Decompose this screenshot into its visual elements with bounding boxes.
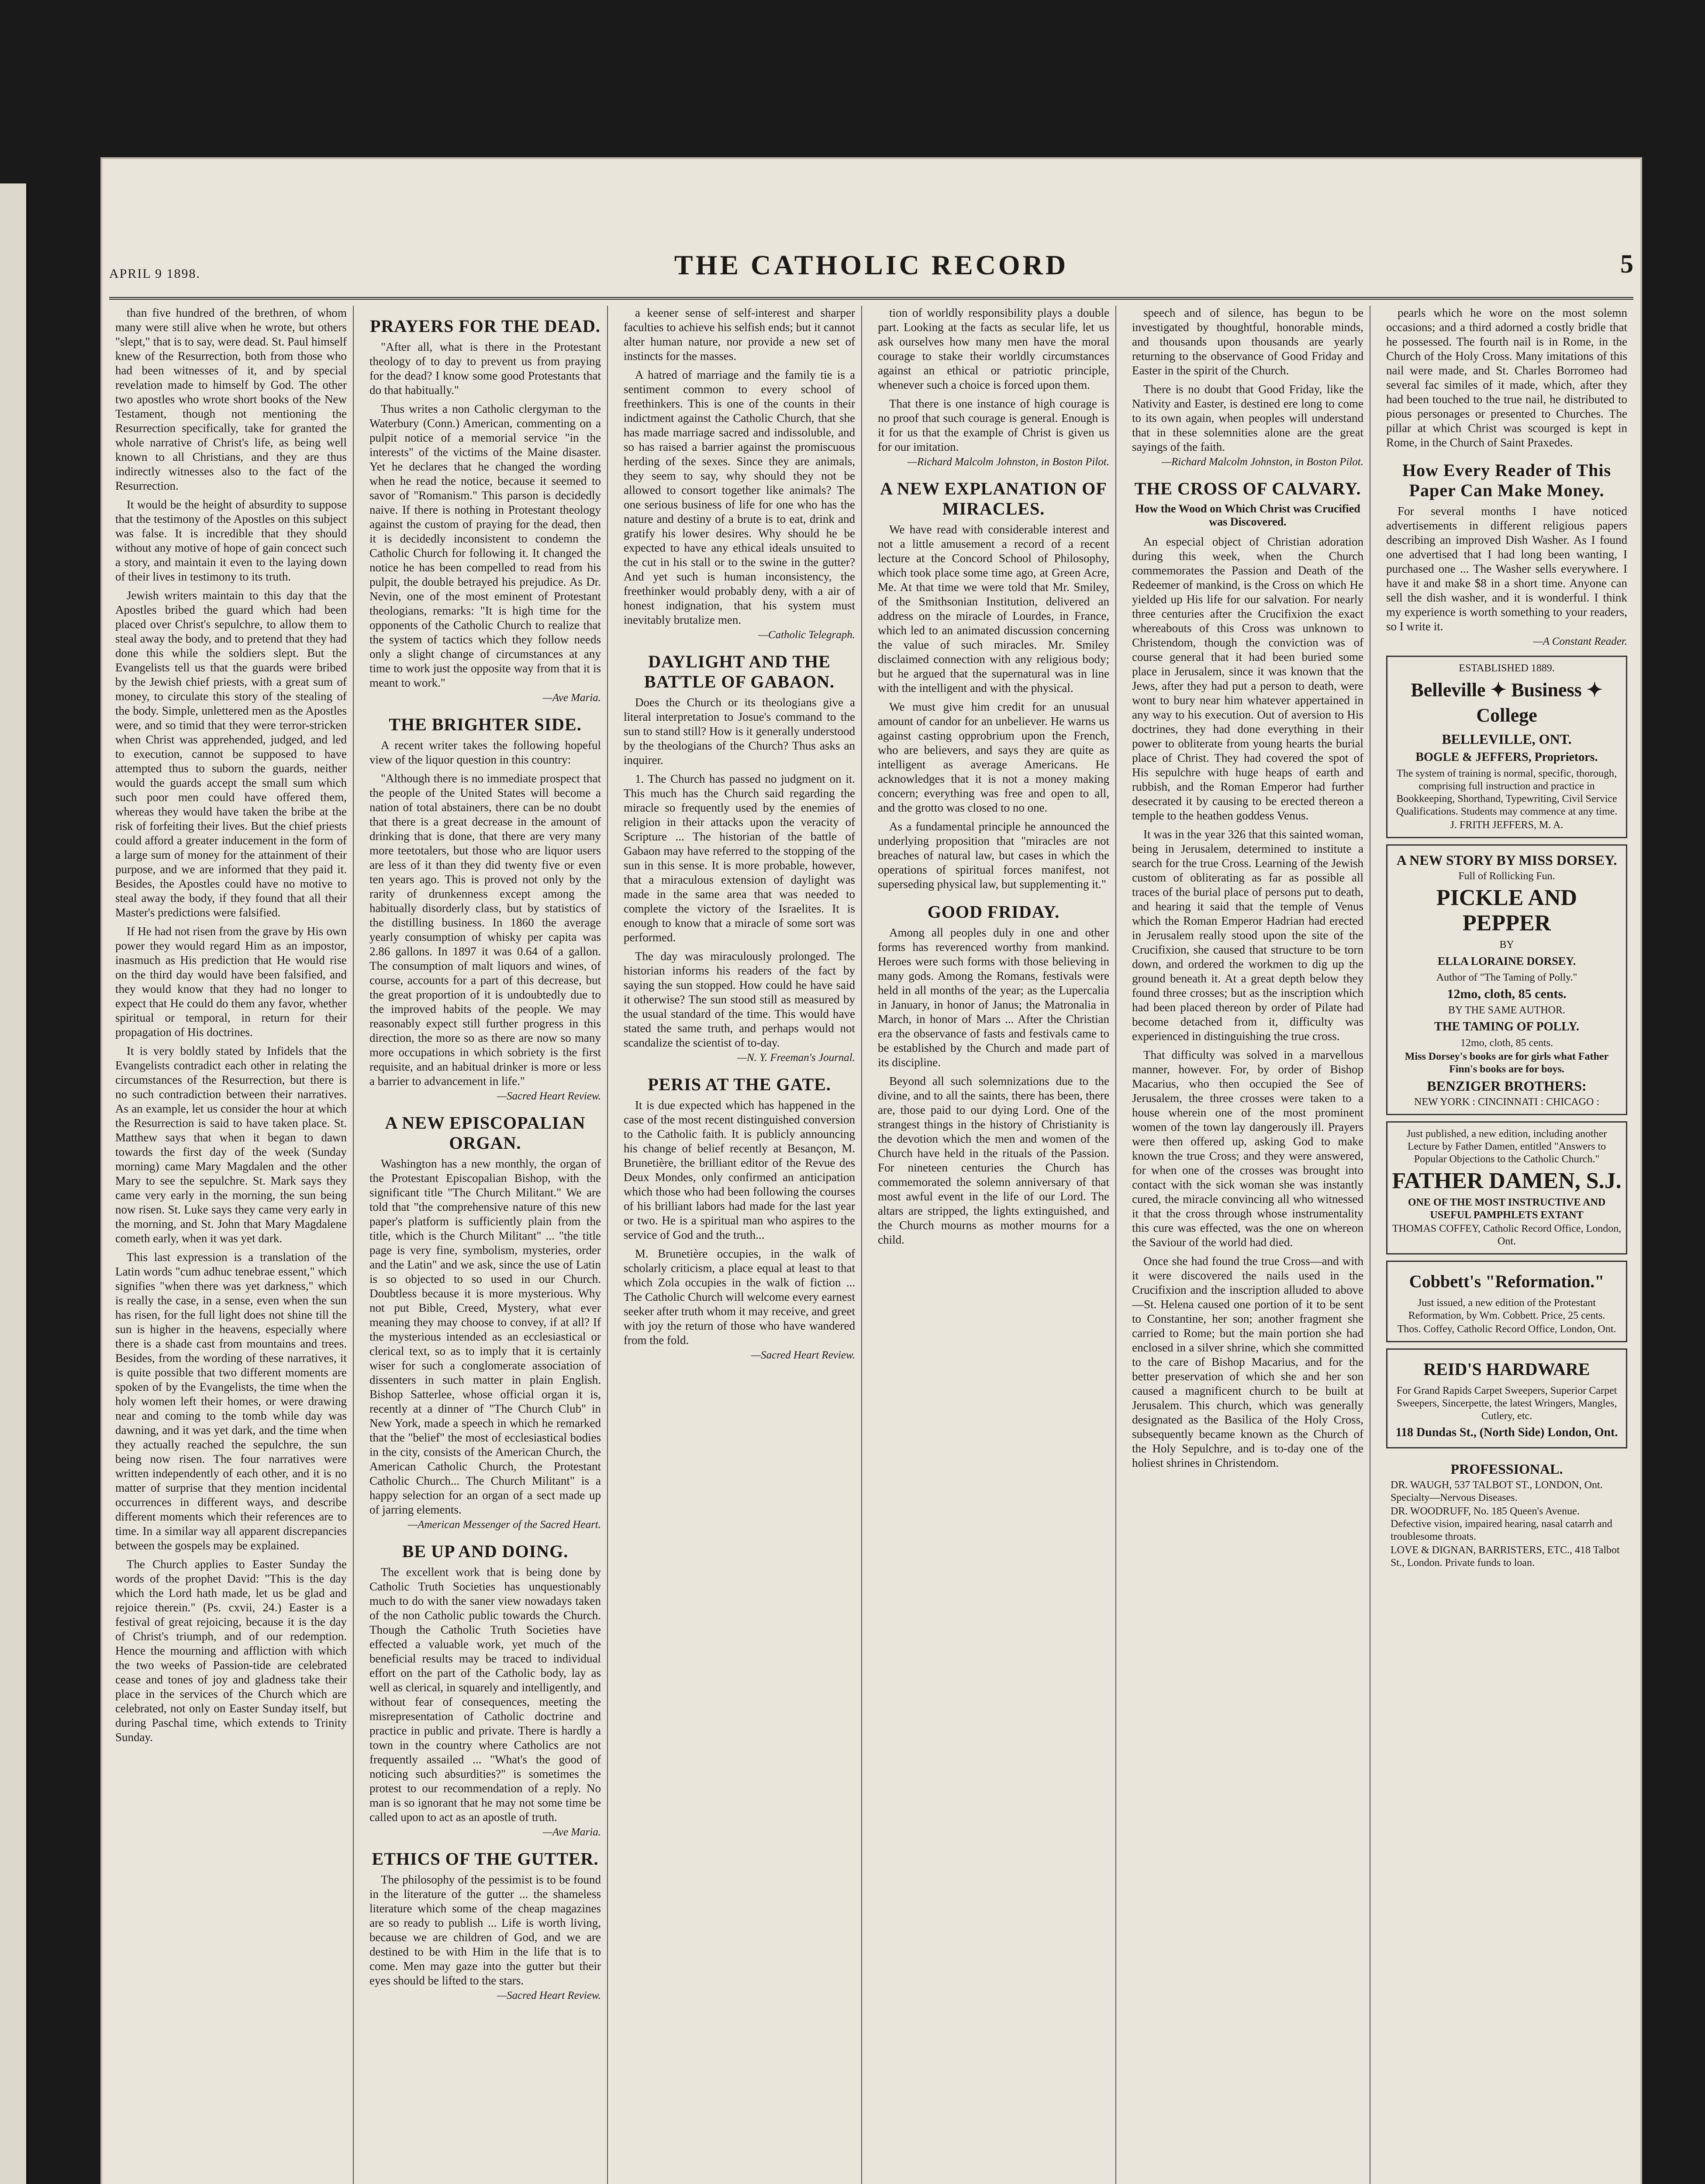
source-credit: —Richard Malcolm Johnston, in Boston Pilot. — [1161, 456, 1363, 468]
newspaper-title: THE CATHOLIC RECORD — [674, 249, 1069, 280]
ad-text: NEW YORK : CINCINNATI : CHICAGO : — [1414, 1096, 1599, 1108]
ad-text: Full of Rollicking Fun. — [1458, 871, 1555, 882]
adjacent-page-edge — [0, 183, 29, 2184]
ad-text: ONE OF THE MOST INSTRUCTIVE AND USEFUL PAMPHLETS EXTANT — [1408, 1197, 1606, 1221]
ad-title: PROFESSIONAL. — [1450, 1461, 1563, 1477]
source-credit: —Sacred Heart Review. — [497, 1990, 601, 2001]
ad-title: Cobbett's "Reformation." — [1409, 1272, 1605, 1291]
article-heading: GOOD FRIDAY. — [927, 902, 1060, 922]
paragraph: We must give him credit for an unusual amount of candor for an unbeliever. He warns us against casting opprobrium upon the French, who are believers, and says they are quite as intelligent as average Americans. He acknowledges that it is not a money making concern; everything was free and open to all, and the grotto was closed to no one. — [878, 700, 1109, 814]
ad-text: 12mo, cloth, 85 cents. — [1447, 987, 1567, 1001]
ad-text: THE TAMING OF POLLY. — [1434, 1020, 1579, 1033]
business-college-ad — [1386, 656, 1627, 838]
newspaper-page — [100, 157, 1642, 2184]
paragraph: than five hundred of the brethren, of whom many were still alive when he wrote, but others "slept," that is to say, were dead. St. Paul himself knew of the Resurrection, both from those who had been witnesses of it, and by special revelation made to himself by God. The other two apostles who wrote short books of the New Testament, though not mentioning the Resurrection specifically, take for granted the whole narrative of Christ's life, as being well known to all Christians, and they are thus indirectly witnesses also to the fact of the Resurrection. — [115, 306, 347, 492]
paragraph: Does the Church or its theologians give a literal interpretation to Josue's command to the sun to stand still? How is it generally understood by the theologians of the Church? Thus asks an inquirer. — [624, 696, 855, 767]
ad-title: Belleville ✦ Business ✦ College — [1411, 679, 1603, 726]
paragraph: It is very boldly stated by Infidels that the Evangelists contradict each other in relating the circumstances of the Resurrection, but there is no such contradiction between their narratives. As an example, let us consider the hour at which the Resurrection is said to have taken place. St. Matthew says that when it began to dawn towards the first day of the week (Sunday morning) came Mary Magdalen and the other Mary to see the sepulchre. St. Mark says they came very early in the morning, the sun being now risen. St. Luke says they came very early in the morning, and St. John that Mary Magdalene cometh early, when it was yet dark. — [115, 1044, 347, 1245]
source-credit: —Ave Maria. — [542, 692, 601, 704]
source-credit: —American Messenger of the Sacred Heart. — [407, 1519, 601, 1531]
column-1 — [109, 306, 354, 2184]
paragraph: "After all, what is there in the Protestant theology of to day to prevent us from praying for the dead? I know some good Protestants that do that habitually." — [369, 340, 601, 397]
paragraph: Beyond all such solemnizations due to the divine, and to all the saints, there has been, there are, those paid to our dying Lord. One of the strangest things in the history of Christianity is the devotion which the men and women of the Church have held in the rituals of the Passion. For nineteen centuries the Church has commemorated the solemn anniversary of that most awful event in the life of our Lord. The altars are stripped, the lights extinguished, and the Church mourns as mother mourns for a child. — [878, 1075, 1109, 1246]
paragraph: That difficulty was solved in a marvellous manner, however. For, by order of Bishop Macarius, who then occupied the See of Jerusalem, the three crosses were taken to a house wherein one of the most prominent women of the town lay dangerously ill. Prayers were then offered up, asking God to make known the true Cross; and they were answered, for when one of the crosses was brought into contact with the sick woman she was instantly cured, the miracle convincing all who witnessed it that the cross through whose instrumentality this cure was effected, was the one on whereon the Saviour of the world had died. — [1132, 1048, 1363, 1249]
cobbett-ad — [1386, 1261, 1627, 1342]
paragraph: 1. The Church has passed no judgment on it. This much has the Church said regarding the miracle so frequently used by the enemies of religion in their attacks upon the veracity of Scripture ... The historian of the battle of Gabaon may have referred to the stopping of the sun in this sense. It is more probable, however, that a miraculous extension of daylight was made in the same area that was needed to complete the victory of the Israelites. It is enough to know that a miracle of some sort was performed. — [624, 772, 855, 944]
ad-title: PICKLE AND PEPPER — [1436, 885, 1577, 936]
ad-text: THOMAS COFFEY, Catholic Record Office, London, Ont. — [1392, 1223, 1622, 1247]
ad-title: FATHER DAMEN, S.J. — [1392, 1168, 1622, 1193]
ad-text: A NEW STORY BY MISS DORSEY. — [1396, 852, 1617, 868]
ad-text: J. FRITH JEFFERS, M. A. — [1450, 819, 1563, 831]
paragraph: tion of worldly responsibility plays a double part. Looking at the facts as secular life, let us ask ourselves how many men have the moral courage to stake their worldly circumstances against an ethical or patriotic principle, whenever such a choice is forced upon them. — [878, 306, 1109, 391]
paragraph: We have read with considerable interest and not a little amusement a record of a recent lecture at the Concord School of Philosophy, which took place some time ago, at Green Acre, Me. At that time we were told that Mr. Smiley, of the Smithsonian Institution, delivered an address on the miracle of Lourdes, in France, which led to an animated discussion concerning the value of such miracles. Mr. Smiley disclaimed connection with any religious body; but he argued that the supernatural was in line with the intelligent and with the physical. — [878, 523, 1109, 695]
paragraph: A hatred of marriage and the family tie is a sentiment common to every school of freethinkers. This is one of the counts in their indictment against the Catholic Church, that she has made marriage sacred and indissoluble, and so has raised a barrier against the promiscuous herding of the sexes. Since they are animals, they seem to say, why should they not be allowed to consort together like animals? The one serious business of life for one who has the nature and destiny of a brute is to eat, drink and gratify his lower desires. Why should he be expected to have any ethical ideals unsuited to the cut in his stall or to the swine in the gutter? And yet such is human inconsistency, the freethinker would probably deny, with a air of honest indignation, that his system must inevitably brutalize men. — [624, 368, 855, 626]
ad-text: BY — [1499, 939, 1514, 950]
ad-text: For Grand Rapids Carpet Sweepers, Superior Carpet Sweepers, Sincerpette, the latest Wringers, Mangles, Cutlery, etc. — [1396, 1385, 1617, 1422]
ad-text: BOGLE & JEFFERS, Proprietors. — [1415, 750, 1598, 764]
source-credit: —Sacred Heart Review. — [751, 1349, 855, 1361]
article-heading: BE UP AND DOING. — [402, 1541, 569, 1561]
column-4 — [872, 306, 1116, 2184]
paragraph: That there is one instance of high courage is no proof that such courage is general. Enough is it for us that the example of Christ is given us for our imitation. — [878, 397, 1109, 453]
article-heading: A NEW EXPLANATION OF MIRACLES. — [880, 479, 1107, 518]
ad-text: The system of training is normal, specific, thorough, comprising full instruction and practice in Bookkeeping, Shorthand, Typewriting, Civil Service Qualifications. Students may commence at any time. — [1396, 768, 1618, 817]
ad-text: 118 Dundas St., (North Side) London, Ont. — [1395, 1426, 1618, 1439]
article-heading: How Every Reader of This Paper Can Make Money. — [1402, 460, 1612, 500]
column-3 — [618, 306, 862, 2184]
ad-text: BELLEVILLE, ONT. — [1442, 731, 1572, 747]
paragraph: The excellent work that is being done by Catholic Truth Societies has unquestionably much to do with the saner view nowadays taken of the non Catholic public towards the Church. Though the Catholic Truth Societies have effected a valuable work, yet much of the beneficial results may be traced to individual effort on the part of the Catholic body, lay as well as clerical, in squarely and intelligently, and without fear of consequences, meeting the misrepresentation of Catholic doctrine and practice in public and private. There is hardly a town in the country where Catholics are not frequently assailed ... "What's the good of noticing such absurdities?" is sometimes the protest to our recommendation of a reply. No man is so ignorant that he may not some time be called upon to act as an apostle of truth. — [369, 1565, 601, 1824]
paragraph: speech and of silence, has begun to be investigated by thoughtful, honorable minds, and thousands upon thousands are yearly returning to the observance of Good Friday and Easter in the spirit of the Church. — [1132, 306, 1363, 377]
ad-text: DR. WAUGH, 537 TALBOT ST., LONDON, Ont. Specialty—Nervous Diseases. — [1391, 1479, 1603, 1503]
ad-text: ELLA LORAINE DORSEY. — [1437, 955, 1576, 968]
paragraph: "Although there is no immediate prospect that the people of the United States will become a nation of total abstainers, there can be no doubt that there is a great decrease in the amount of drinking that is done, that there are very many more teetotalers, but those who are liquor users are less of it than they did twenty five or even ten years ago. This is proved not only by the rarity of drunkenness except among the habitually disorderly class, but by statistics of the distilling business. In 1860 the average yearly consumption of whisky per capita was 2.86 gallons. In 1897 it was 0.64 of a gallon. The consumption of malt liquors and wines, of course, accounts for a part of this decrease, but the great proportion of it is undoubtedly due to the improved habits of the people. We may reasonably expect still further progress in this direction, the more so as there are now so many more occupations in which sobriety is the first requisite, and an habitual drinker is more or less a barrier to advancement in life." — [369, 772, 601, 1088]
ad-text: Author of "The Taming of Polly." — [1436, 972, 1577, 983]
ad-title: REID'S HARDWARE — [1423, 1359, 1590, 1379]
ad-text: ESTABLISHED 1889. — [1459, 663, 1555, 674]
paragraph: It would be the height of absurdity to suppose that the testimony of the Apostles on this subject was false. It is incredible that they should without any motive of hope of gain concect such a story, and maintain it even to the laying down of their lives in testimony to its truth. — [115, 498, 347, 583]
paragraph: A recent writer takes the following hopeful view of the liquor question in this country: — [369, 739, 601, 766]
paragraph: Thus writes a non Catholic clergyman to the Waterbury (Conn.) American, commenting on a pulpit notice of a memorial service "in the interests" of the victims of the Maine disaster. Yet he declares that he changed the wording when he read the notice, because it seemed to savor of "Romanism." This parson is decidedly naive. If there is nothing in Protestant theology against the custom of praying for the dead, then it is decidedly inconsistent to condemn the Catholic Church for following it. It changed the notice he has been compelled to read from his pulpit, the double betrayed his prejudice. As Dr. Nevin, one of the most eminent of Protestant theologians, remarks: "It is high time for the opponents of the Catholic Church to realize that the system of tactics which they follow needs only a slight change of circumstances at any time to work just the opposite way from that it is meant to work." — [369, 402, 601, 689]
ad-text: LOVE & DIGNAN, BARRISTERS, ETC., 418 Talbot St., London. Private funds to loan. — [1391, 1545, 1620, 1569]
paragraph: a keener sense of self-interest and sharper faculties to achieve his selfish ends; but it cannot alter human nature, nor provide a new set of instincts for the masses. — [624, 306, 855, 363]
reids-hardware-ad — [1386, 1348, 1627, 1448]
columns — [109, 306, 1633, 2184]
ad-text: BY THE SAME AUTHOR. — [1448, 1005, 1566, 1016]
paragraph: As a fundamental principle he announced the underlying proposition that "miracles are not breaches of natural law, but cases in which the operations of spiritual forces manifest, not superseding physical law, but supplementing it." — [878, 820, 1109, 891]
column-6 — [1380, 306, 1633, 2184]
article-heading: A NEW EPISCOPALIAN ORGAN. — [385, 1113, 586, 1153]
source-credit: —Sacred Heart Review. — [497, 1090, 601, 1102]
article-heading: DAYLIGHT AND THE BATTLE OF GABAON. — [644, 652, 835, 691]
paragraph: The day was miraculously prolonged. The historian informs his readers of the fact by saying the sun stopped. How could he have said it otherwise? The sun stood still as measured by the usual standard of the time. This would have stated the same truth, and perhaps would not scandalize the scientist of to-day. — [624, 950, 855, 1049]
paragraph: There is no doubt that Good Friday, like the Nativity and Easter, is destined ere long to come to its own again, when peoples will understand that in these solemnities alone are the great sayings of the faith. — [1132, 383, 1363, 453]
paragraph: The Church applies to Easter Sunday the words of the prophet David: "This is the day which the Lord hath made, let us be glad and rejoice therein." (Ps. cxvii, 24.) Easter is a festival of great rejoicing, because it is the day of Christ's triumph, and of our redemption. Hence the mourning and affliction with which the two weeks of Passion-tide are celebrated cease and tones of joy and gladness take their place in the services of the Church which are celebrated, not only on Easter Sunday itself, but during Paschal time, which extends to Trinity Sunday. — [115, 1558, 347, 1744]
paragraph: The philosophy of the pessimist is to be found in the literature of the gutter ... the shameless literature which some of the cheap magazines are so ready to publish ... Life is worth living, because we are children of God, and we are destined to be with Him in the life that is to come. Men may gaze into the gutter but their eyes should be lifted to the stars. — [369, 1873, 601, 1987]
article-heading: THE CROSS OF CALVARY. — [1134, 479, 1361, 498]
ad-text: BENZIGER BROTHERS: — [1427, 1078, 1587, 1094]
article-subheading: How the Wood on Which Christ was Crucified was Discovered. — [1135, 502, 1360, 528]
article-heading: ETHICS OF THE GUTTER. — [372, 1849, 599, 1869]
paragraph: Once she had found the true Cross—and with it were discovered the nails used in the Crucifixion and the inscription alluded to above—St. Helena caused one portion of it to be sent to Constantine, her son; another fragment she carried to Rome; but the main portion she had enclosed in a silver shrine, which she committed to the care of Bishop Macarius, and for the better preservation of which she and her son caused a magnificent church to be built at Jerusalem. This church, which was generally designated as the Basilica of the Holy Cross, subsequently became known as the Church of the Holy Sepulchre, and is to-day one of the holiest shrines in Christendom. — [1132, 1254, 1363, 1469]
source-credit: —A Constant Reader. — [1533, 636, 1627, 647]
paragraph: If He had not risen from the grave by His own power they would regard Him as an impostor, inasmuch as His prediction that He would rise on the third day would have been falsified, and they would know that they had no longer to expect that He could do them any favor, whether spiritual or temporal, in return for their propagation of His doctrines. — [115, 925, 347, 1039]
column-5 — [1126, 306, 1370, 2184]
paragraph: pearls which he wore on the most solemn occasions; and a third adorned a costly bridle that he possessed. The fourth nail is in Rome, in the Church of the Holy Cross. Many imitations of this nail were made, and St. Charles Borromeo had several fac similes of it made, which, after they had been touched to the true nail, he distributed to pious personages or presented to Churches. The pillar at which Christ was scourged is kept in Rome, in the Church of Saint Praxedes. — [1386, 306, 1627, 449]
source-credit: —Catholic Telegraph. — [758, 629, 855, 641]
professional-cards — [1386, 1455, 1627, 1575]
page-number: 5 — [1620, 249, 1633, 278]
source-credit: —Ave Maria. — [542, 1826, 601, 1838]
paragraph: An especial object of Christian adoration during this week, when the Church commemorates the Passion and Death of the Redeemer of mankind, is the Cross on which He yielded up His life for our salvation. For nearly three centuries after the Crucifixion the exact whereabouts of this Cross was unknown to Christendom, though the conviction was of course general that it had been buried some place in Jerusalem, since it was known that the Jews, after they had put a person to death, were wont to bury near him whatever appertained in any way to his execution. Out of aversion to His doctrines, they had done everything in their power to obliterate from young hearts the burial place of Christ. They had covered the spot of His sepulchre with huge heaps of earth and rubbish, and the Roman Emperor had further desecrated it by causing to be erected thereon a temple to the heathen goddess Venus. — [1132, 535, 1363, 822]
paragraph: Among all peoples duly in one and other forms has reverenced worthy from mankind. Heroes were such forms with those believing in many gods. Among the Romans, festivals were held in all months of the year; as the Lupercalia in January, in honor of Janus; the Matronalia in March, in honor of Mars ... After the Christian era the observance of fasts and festivals came to be established by the Church and made part of its discipline. — [878, 926, 1109, 1069]
paragraph: Jewish writers maintain to this day that the Apostles bribed the guard which had been placed over Christ's sepulchre, to allow them to steal away the body, and to pretend that they had done this while the soldiers slept. But the Evangelists tell us that the guards were bribed by the Jewish chief priests, with a great sum of money, to circulate this story of the stealing of the body. Simple, unlettered men as the Apostles were, and so timid that they were terror-stricken when Christ was apprehended, judged, and led to execution, cannot be supposed to have attempted thus to suborn the guards, neither would the guards accept the small sum which such poor men could have offered them, whereas they would have taken the bribe at the risk of forfeiting their lives. But the chief priests could afford a greater inducement in the form of a large sum of money for the attainment of their purpose, and we are informed that they paid it. Besides, the Apostles could have no motive to steal away the body, if they found that all their Master's predictions were falsified. — [115, 589, 347, 919]
paragraph: Washington has a new monthly, the organ of the Protestant Episcopalian Bishop, with the significant title "The Church Militant." We are told that "the comprehensive nature of this new paper's platform is sufficiently plain from the title, which is the Church Militant" ... "the title page is very fine, symbolism, mysteries, order and the Latin" and we ask, since the use of Latin is so objected to so used in our Church. Doubtless because it is more mysterious. Why not put Bible, Creed, Mystery, what ever meaning they may choose to convey, if at all? If the mysterious intended as an ecclesiastical or clerical text, so as to imply that it is certainly wiser for such a conglomerate association of dissenters in such matter in plain English. Bishop Satterlee, whose official organ it is, recently at a dinner of "The Church Club" in New York, made a speech in which he remarked that the "belief" the most of ecclesiastical bodies in the city, consists of the American Church, the American Catholic Church, the Protestant Catholic Church... The Church Militant" is a happy selection for an organ of a sect made up of jarring elements. — [369, 1157, 601, 1516]
ad-text: Thos. Coffey, Catholic Record Office, London, Ont. — [1397, 1324, 1616, 1335]
paragraph: This last expression is a translation of the Latin words "cum adhuc tenebrae essent," which signifies "when there was yet darkness," which is really the case, in a sense, even when the sun has risen, for the full light does not shine till the sun is higher in the heavens, especially where there is a shade cast from mountains and trees. Besides, from the wording of these narratives, it is quite possible that two different moments are spoken of by the Evangelists, the time when the holy women left their homes, or were drawing near and coming to the tomb while day was dawning, and it was yet dark, and the time when they actually reached the sepulchre, the sun being now risen. The four narratives were written independently of each other, and it is no matter of surprise that they mention incidental occurrences in different ways, and describe different moments which their references are to time. In a similar way all apparent discrepancies between the gospels may be explained. — [115, 1251, 347, 1552]
article-heading: PERIS AT THE GATE. — [648, 1075, 831, 1094]
father-damen-ad — [1386, 1121, 1627, 1254]
article-heading: PRAYERS FOR THE DEAD. — [370, 316, 601, 336]
ad-text: DR. WOODRUFF, No. 185 Queen's Avenue. Defective vision, impaired hearing, nasal catarrh and troublesome throats. — [1391, 1506, 1612, 1542]
ad-text: Just published, a new edition, including another Lecture by Father Damen, entitled "Answers to Popular Objections to the Catholic Church." — [1406, 1128, 1607, 1165]
column-2 — [363, 306, 608, 2184]
issue-date: APRIL 9 1898. — [109, 266, 201, 281]
article-heading: THE BRIGHTER SIDE. — [389, 715, 582, 734]
paragraph: For several months I have noticed advertisements in different religious papers describing an improved Dish Washer. As I found one advertised that I had long been wanting, I purchased one ... The Washer sells everywhere. I have it and make $8 in a short time. Anyone can sell the dish washer, and it is wonderful. I think my experience is worth something to your readers, so I write it. — [1386, 505, 1627, 633]
paragraph: It is due expected which has happened in the case of the most recent distinguished conversion to the Catholic faith. It is publicly announcing his change of belief recently at Besançon, M. Brunetière, the brilliant editor of the Revue des Deux Mondes, only confirmed an anticipation which those who had been following the courses of his brilliant labors had made for the last year or two. He is a spiritual man who aspires to the service of God and the truth... — [624, 1099, 855, 1241]
paragraph: M. Brunetière occupies, in the walk of scholarly criticism, a place equal at least to that which Zola occupies in the walk of fiction ... The Catholic Church will welcome every earnest seeker after truth whom it may receive, and greet with joy the return of those who have wandered from the fold. — [624, 1247, 856, 1347]
source-credit: —Richard Malcolm Johnston, in Boston Pilot. — [907, 456, 1109, 468]
ad-text: Miss Dorsey's books are for girls what Father Finn's books are for boys. — [1405, 1051, 1609, 1075]
ad-text: 12mo, cloth, 85 cents. — [1460, 1037, 1553, 1049]
book-ad-pickle-and-pepper — [1386, 844, 1627, 1115]
masthead — [109, 223, 1633, 300]
ad-text: Just issued, a new edition of the Protestant Reformation, by Wm. Cobbett. Price, 25 cents. — [1408, 1297, 1605, 1321]
source-credit: —N. Y. Freeman's Journal. — [737, 1052, 855, 1064]
paragraph: It was in the year 326 that this sainted woman, being in Jerusalem, determined to institute a search for the true Cross. Learning of the Jewish custom of obliterating as far as possible all traces of the burial place of persons put to death, and hearing it said that the temple of Venus which the Roman Emperor Hadrian had erected in Jerusalem really stood upon the site of the Crucifixion, she caused that structure to be torn down, and ordered the workmen to dig up the ground beneath it. At a great depth below they found three crosses; but as the inscription which had been placed thereon by order of Pilate had become detached from it, difficulty was experienced in distinguishing the true cross. — [1132, 828, 1363, 1043]
